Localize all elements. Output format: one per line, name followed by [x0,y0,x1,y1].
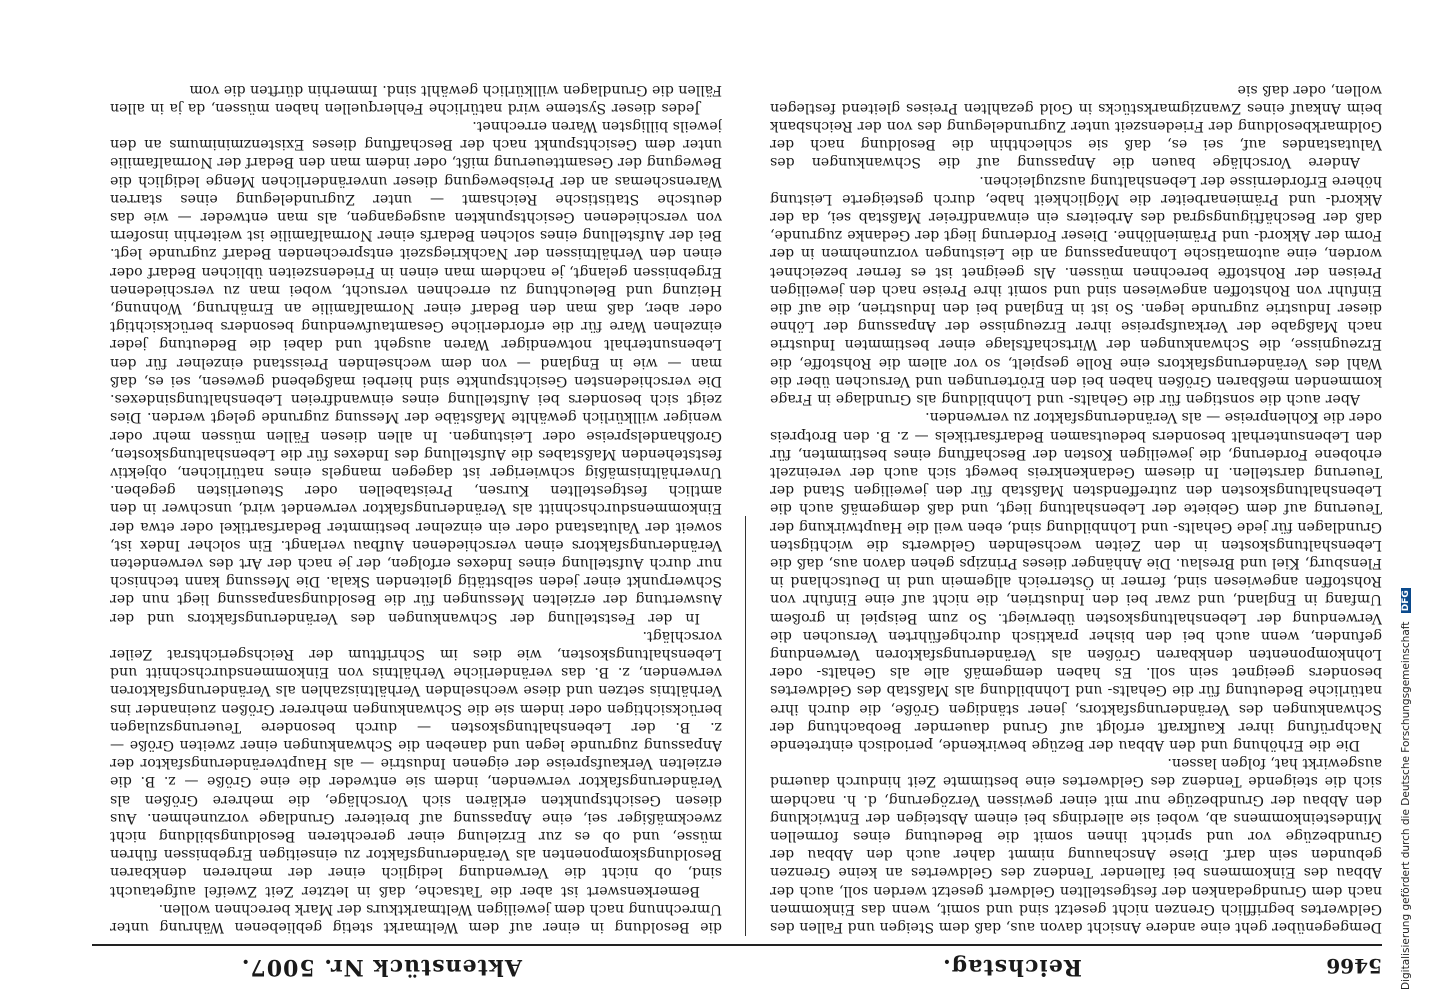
credit-text: Digitalisierung gefördert durch die Deutsche Forschungsgemeinschaft [1400,621,1412,990]
paragraph: Die die Erhöhung und den Abbau der Bezüge bewirkende, periodisch eintretende Nachprüfung ihrer Kaufkraft erfolgt auf Grund dauernder Beobachtung der Schwankungen des Veränderungsfaktors, jener ständigen Größe, die durch ihre natürliche Bedeutung für die Gehalts- und Lohnbildung als Maßstab des Geldwertes besonders geeignet sein soll. Es haben demgemäß alle als Gehalts- oder Lohnkomponenten denkbaren Größen als Veränderungsfaktoren Verwendung gefunden, wenn auch bei den bisher praktisch durchgeführten Versuchen die Verwendung der Lebenshaltungskosten überwiegt. So zum Beispiel in großem Umfang in England, und zwar bei den Industrien, die nicht auf eine Einfuhr von Rohstoffen angewiesen sind, ferner in Österreich allgemein und in Deutschland in Flensburg, Kiel und Breslau. Die Anhänger dieses Prinzips gehen davon aus, daß die Lebenshaltungskosten in den Zeiten wechselnden Geldwerts die wichtigsten Grundlagen für jede Gehalts- und Lohnbildung sind, eben weil die Hauptwirkung der Teuerung auf dem Gebiete der Lebenshaltung liegt, und daß demgemäß auch die Lebenshaltungskosten den zutreffendsten Maßstab für den jeweiligen Stand der Teuerung darstellen. In diesem Gedankenkreis bewegt sich auch der vereinzelt erhobene Forderung, die jeweiligen Kosten der Beschaffung eines bestimmten, für den Lebensunterhalt besonders bedeutsamen Bedarfsartikels — z. B. den Brotpreis oder die Kohlenpreise — als Veränderungsfaktor zu verwenden. [770,409,1382,753]
paragraph: die Besoldung in einer auf dem Weltmarkt stetig gebliebenen Währung unter Umrechnung nach dem jeweiligen Weltmarktkurs der Mark berechnen wollen. [110,900,722,935]
running-header [92,948,1382,982]
text-column-right [110,56,722,936]
paragraph: In der Feststellung der Schwankungen des Veränderungsfaktors und der Auswertung der erzielten Messungen für die Besoldungsanpassung liegt nun der Schwerpunkt einer jeden selbsttätig gleitenden Skala. Die Messung kann technisch nur durch Aufstellung eines Indexes erfolgen, der je nach der Art des verwendeten Veränderungsfaktors einen verschiedenen Aufbau verlangt. Ein solcher Index ist, soweit der Valutastand oder ein einzelner bestimmter Bedarfsartikel oder etwa der Einkommensdurchschnitt als Veränderungsfaktor verwendet wird, unschwer in den amtlich festgestellten Kursen, Preistabellen oder Steuerlisten gegeben. Unverhältnismäßig schwieriger ist dagegen mangels eines natürlichen, objektiv feststehenden Maßstabes die Aufstellung des Indexes für die Lebenshaltungskosten, Großhandelspreise oder Leistungen. In allen diesen Fällen müssen mehr oder weniger willkürlich gewählte Maßstäbe der Messung zugrunde gelegt werden. Dies zeigt sich besonders bei Aufstellung eines einwandfreien Lebenshaltungsindexes. Die verschiedensten Gesichtspunkte sind hierbei maßgebend gewesen, sei es, daß man — wie in England — von dem wechselnden Preisstand einzelner für den Lebensunterhalt notwendiger Waren ausgeht und dabei die Bedeutung jeder einzelnen Ware für die erforderliche Gesamtaufwendung besonders berücksichtigt oder aber, daß man den Bedarf einer Normalfamilie an Ernährung, Wohnung, Heizung und Beleuchtung zu errechnen versucht, wobei man zu verschiedenen Ergebnissen gelangt, je nachdem man einen in Friedenszeiten üblichen Bedarf oder einen den Verhältnissen der Nachkriegszeit entsprechenden Bedarf zugrunde legt. Bei der Aufstellung eines solchen Bedarfs einer Normalfamilie ist weiterhin insofern von verschiedenen Gesichtspunkten ausgegangen, als man entweder — wie das deutsche Statistische Reichsamt — unter Zugrundelegung eines starren Warenschemas an der Preisbewegung dieser unveränderlichen Menge lediglich die Bewegung der Gesamtteuerung mißt, oder indem man den Bedarf der Normalfamilie unter dem Gesichtspunkt nach der Beschaffung dieses Existenzminimums an den jeweils billigsten Waren errechnet. [110,118,722,626]
paragraph: Jedes dieser Systeme wird natürliche Fehlerquellen haben müssen, da ja in allen Fällen die Grundlagen willkürlich gewählt sind. Immerhin dürften die vom [110,81,722,116]
header-document-number: Aktenstück Nr. 5007. [240,954,522,980]
paragraph: Andere Vorschläge bauen die Anpassung auf die Schwankungen des Valutastandes auf, sei es, daß sie schlechthin die Besoldung nach der Goldmarkbesoldung der Friedenszeit unter Zugrundelegung des von der Reichsbank beim Ankauf eines Zwanzigmarkstücks in Gold gezahlten Preises gleitend festlegen wollen, oder daß sie [770,81,1382,171]
dfg-logo: DFG [1401,590,1411,612]
header-rule [92,944,1382,946]
document-sheet [92,52,1382,982]
text-column-left [770,56,1382,936]
paragraph: Bemerkenswert ist aber die Tatsache, daß in letzter Zeit Zweifel aufgetaucht sind, ob nicht die Verwendung lediglich einer der mehreren denkbaren Besoldungskomponenten als Veränderungsfaktor zu einseitigen Ergebnissen führen müsse, und ob es zur Erzielung einer gerechteren Besoldungsbildung nicht zweckmäßiger sei, eine Anpassung auf breiterer Grundlage vorzunehmen. Aus diesen Gesichtspunkten erklären sich Vorschläge, die mehrere Größen als Veränderungsfaktor verwenden, indem sie entweder die eine Größe — z. B. die erzielten Verkaufspreise der eigenen Industrie — als Hauptveränderungsfaktor der Anpassung zugrunde legen und daneben die Schwankungen einer zweiten Größe — z. B. der Lebenshaltungskosten — durch besondere Teuerungszulagen berücksichtigen oder indem sie die Schwankungen mehrerer Größen zueinander ins Verhältnis setzen und diese wechselnden Verhältniszahlen als Veränderungsfaktoren verwenden, z. B. das veränderliche Verhältnis von Einkommensdurchschnitt und Lebenshaltungskosten, wie dies im Schrifttum der Reichsgerichtsrat Zeiler vorschlägt. [110,627,722,899]
header-title: Reichstag. [942,954,1082,980]
page-number: 5466 [1326,954,1382,978]
column-divider [745,516,746,936]
paragraph: Demgegenüber geht eine andere Ansicht davon aus, daß dem Steigen und Fallen des Geldwertes begrifflich Grenzen nicht gesetzt sind und somit, wenn das Einkommen nach dem Grundgedanken der festgestellten Geldwert gesetzt werden soll, auch der Abbau des Einkommens bei fallender Tendenz des Geldwertes an keine Grenzen gebunden sein darf. Diese Anschauung nimmt daher auch den Abbau der Grundbezüge vor und spricht ihnen somit die Bedeutung eines formellen Mindesteinkommens ab, wobei sie allerdings bei einem Absteigen der Entwicklung den Abbau der Grundbezüge nur mit einer gewissen Verzögerung, d. h. nachdem sich die steigende Tendenz des Geldwertes eine bestimmte Zeit hindurch dauernd ausgewirkt hat, folgen lassen. [770,755,1382,935]
digitization-credit [1400,588,1412,990]
paragraph: Aber auch die sonstigen für die Gehalts- und Lohnbildung als Grundlage in Frage kommenden meßbaren Größen haben bei den Erörterungen und Versuchen über die Wahl des Veränderungsfaktors eine Rolle gespielt, so vor allem die Rohstoffe, die Erzeugnisse, die Schwankungen der Wirtschaftslage einer bestimmten Industrie nach Maßgabe der Verkaufspreise ihrer Erzeugnisse der Anpassung der Löhne dieser Industrie zugrunde legen. So ist in England bei den Industrien, die auf die Einfuhr von Rohstoffen angewiesen sind und somit ihre Preise nach den jeweiligen Preisen der Rohstoffe berechnen müssen. Als geeignet ist es ferner bezeichnet worden, eine automatische Lohnanpassung an die Leistungen vorzunehmen in der Form der Akkord- und Prämienlöhne. Dieser Forderung liegt der Gedanke zugrunde, daß der Beschäftigungsgrad des Arbeiters ein einwandfreier Maßstab sei, da der Akkord- und Prämienarbeiter die Möglichkeit habe, durch gesteigerte Leistung höhere Erfordernisse der Lebenshaltung auszugleichen. [770,172,1382,408]
